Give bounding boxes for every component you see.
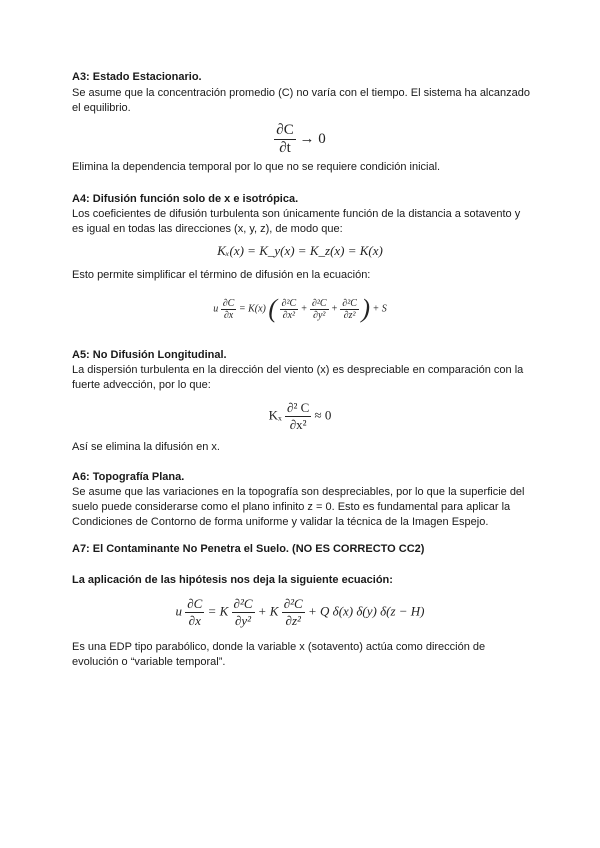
final-eq-lhs [185,596,204,629]
final-eq-tail: + Q δ(x) δ(y) δ(z − H) [307,603,425,619]
final-equation [0,596,600,629]
a3-eq-rest: → 0 [299,130,326,147]
a4-eq2-plus-2: + [331,303,338,315]
a4-eq2-t3 [340,298,359,321]
a3-heading: A3: Estado Estacionario. [72,71,202,83]
a4-eq2-t3-den: ∂z² [343,309,356,321]
a6-heading: A6: Topografía Plana. [72,471,185,483]
a4-equation-2 [0,294,600,324]
a3-eq-num: ∂C [276,122,294,138]
a4-eq2-t3-num: ∂²C [342,297,357,309]
a3-equation [0,122,600,157]
a5-equation [0,400,600,433]
a4-eq2-t1-num: ∂²C [281,297,297,309]
a4-heading: A4: Difusión función solo de x e isotrópica. [72,193,299,205]
close-paren: ) [361,294,371,323]
a5-heading: A5: No Difusión Longitudinal. [72,349,227,361]
a4-eq2-lhs-num: ∂C [222,297,235,309]
final-eq-t1-num: ∂²C [233,596,253,611]
a3-note: Elimina la dependencia temporal por lo que no se requiere condición inicial. [72,161,441,173]
final-note: Es una EDP tipo parabólico, donde la variable x (sotavento) actúa como dirección de evolución o “variable temporal”. [72,641,486,668]
a4-note: Esto permite simplificar el término de difusión en la ecuación: [72,269,371,281]
a5-eq-num: ∂² C [287,400,310,415]
a4-equation-1: Kₓ(x) = K_y(x) = K_z(x) = K(x) [217,243,383,258]
final-heading: La aplicación de las hipótesis nos deja la siguiente ecuación: [72,574,393,586]
a4-eq2-lhs [221,298,237,321]
open-paren: ( [268,294,278,323]
final-eq-lhs-num: ∂C [187,596,203,611]
final-eq-u: u [175,603,182,619]
a5-note: Así se elimina la difusión en x. [72,441,220,453]
final-eq-plus: + K [257,603,279,619]
a4-eq2-t2-den: ∂y² [313,309,326,321]
a4-eq2-mid: = K(x) [238,303,266,315]
a5-paragraph: La dispersión turbulenta en la dirección del viento (x) es despreciable en comparación con la fuerte advección, por lo que: [72,364,524,391]
a7-heading: A7: El Contaminante No Penetra el Suelo. (NO ES CORRECTO CC2) [72,543,425,555]
a4-eq2-t2-num: ∂²C [311,297,327,309]
a4-eq2-t2 [310,298,329,321]
a4-eq2-tail: + S [372,303,387,315]
a6-paragraph: Se asume que las variaciones en la topografía son despreciables, por lo que la superficie del suelo puede considerarse como el plano infinito z = 0. Esto es fundamental para aplicar la Condiciones de Contorno de forma uniforme y validar la técnica de la Imagen Espejo. [72,486,525,528]
final-eq-eq1: = K [207,603,229,619]
final-eq-t2 [282,596,305,629]
a4-eq2-plus-1: + [300,303,308,315]
a4-eq2-t1-den: ∂x² [282,309,296,321]
a5-eq-coef: Kₓ [268,407,282,423]
final-eq-t1-den: ∂y² [234,613,252,628]
a3-paragraph: Se asume que la concentración promedio (C) no varía con el tiempo. El sistema ha alcanzado el equilibrio. [72,87,530,114]
a4-eq2-lhs-den: ∂x [223,309,234,321]
final-eq-t2-den: ∂z² [285,613,301,628]
a5-fraction [285,400,311,433]
a5-eq-rest: ≈ 0 [314,407,332,423]
a4-eq2-t1 [280,298,299,321]
final-eq-t1 [232,596,255,629]
a4-eq2-coef: u [213,303,219,315]
final-eq-t2-num: ∂²C [283,596,303,611]
a5-eq-den: ∂x² [289,417,307,432]
a4-paragraph: Los coeficientes de difusión turbulenta son únicamente función de la distancia a sotavento y es igual en todas las direcciones (x, y, z), de modo que: [72,208,521,235]
a3-eq-den: ∂t [279,140,291,156]
a3-fraction [274,122,295,157]
final-eq-lhs-den: ∂x [188,613,201,628]
